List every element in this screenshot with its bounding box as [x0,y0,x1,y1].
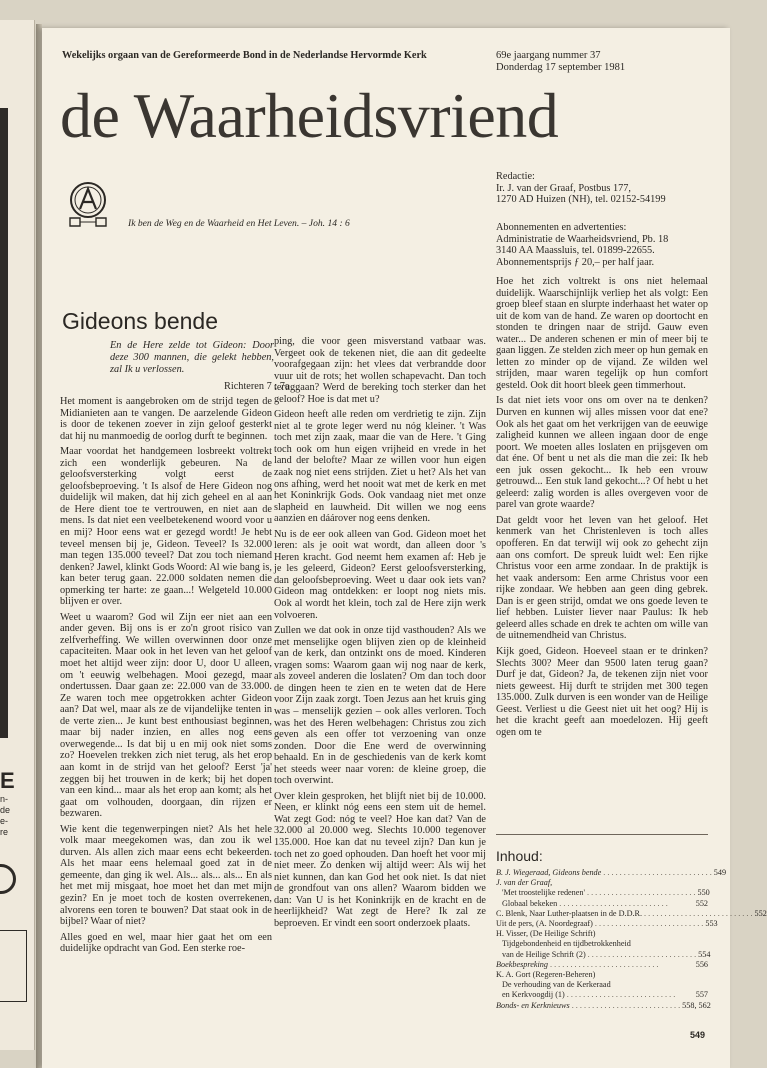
paragraph: Is dat niet iets voor ons om over na te denken? Durven en kunnen wij alles missen voor dat ene? Ook als het gaat om het verkrijgen van de eeuwige zaligheid kunnen we alleen ingaan door de enge poort. We moeten alles loslaten en prijsgeven om dat éne. Of bent u net als die man die zei: Ik heb een juk ossen gekocht... Ik heb een vrouw getrouwd... Een stuk land gekocht...? Of hebt u het geleerd: zalig worden is alles overgeven voor de parel van grote waarde? [496,395,708,511]
paragraph: Zullen we dat ook in onze tijd vasthouden? Als we met menselijke ogen blijven zien op de kleinheid van de kerk, dan ontzinkt ons de moed. Kinderen vragen soms: Waarom gaan wij nog naar de kerk, als zoveel anderen die loslaten? Om dan toch door de dingen heen te zien en te weten dat de Here voor Zijn zaak zorgt. Toen Jezus aan het kruis ging was – menselijk gezien – ook alles verloren. Toch was het des Heren welbehagen: Christus zou zich geven als een offer tot verzoening van onze zonden. Door die Ene werd de overwinning behaald. En in de geschiedenis van de kerk komt het steeds weer naar voren: de kleine groep, die toch overwint. [274,625,486,787]
paragraph: Over klein gesproken, het blijft niet bij de 10.000. Neen, er klinkt nóg eens een stem uit de hemel. Wat zegt God: nóg te veel? Hoe kan dat? Van de 32.000 al 20.000 weg. Slechts 10.000 tegenover 135.000. Hoe kan dat nu teveel zijn? Dan kun je toch net zo goed ophouden. Dan hoeft het voor mij niet meer. Zo denken wij altijd weer: Als wij het niet kunnen, dan kan God het ook niet. Is dat niet de grondfout van ons allen? Waarom bidden we dan: Van U is het Koninkrijk en de kracht en de heerlijkheid? Wat zegt de Here? Ik zal ze beproeven. Er vindt een soort onderzoek plaats. [274,790,486,929]
article-title: Gideons bende [62,308,219,334]
toc-item-text: H. Visser, (De Heilige Schrift) [496,929,596,939]
toc-item-text: K. A. Gort (Regeren-Beheren) [496,970,596,980]
toc-item[interactable] [496,868,727,878]
toc-leader: . . . . . . . . . . . . . . . . . . . . . . . . . . . [594,919,704,929]
toc-title: Inhoud: [496,848,543,864]
toc-item-text: Boekbespreking [496,959,548,969]
toc-item-text: Bonds- en Kerknieuws [496,1000,570,1010]
scripture-reference: Richteren 7 : 7a [224,381,290,392]
article-column-3 [496,276,708,806]
toc-item-text: J. van der Graaf, [496,878,553,888]
subscriptions-block [496,222,668,268]
motto: Ik ben de Weg en de Waarheid en Het Leven. – Joh. 14 : 6 [128,218,350,229]
paragraph: Nu is de eer ook alleen van God. Gideon moet het leren: als je ooit wat wordt, dan alleen door 's Heren kracht. God neemt hem examen af: Heb je je les geleerd, Gideon? Eerst geloofsversterking, dan geloofsbeproeving. Weet u daar ook iets van? Gideon mag ontdekken: er loopt nog niets mis. Ook al wordt het klein, toch zal de Here zijn werk volvoeren. [274,528,486,621]
previous-page-fragment: e- [0,816,9,826]
scripture-quote: En de Here zelde tot Gideon: Door deze 300 mannen, die gelekt hebben, zal Ik u verlossen. [110,340,274,375]
paragraph: Alles goed en wel, maar hier gaat het om een duidelijke opdracht van God. Een sterke roe- [60,931,272,955]
issue-number: 69e jaargang nummer 37 [496,50,601,61]
previous-page-edge [0,20,35,1050]
paragraph: Hoe het zich voltrekt is ons niet helemaal duidelijk. Waarschijnlijk verliep het als volgt: Een groep bleef staan en slurpte inderhaast het water op uit de kom van de hand. Ze waren op doortocht en stonden te dringen naar de strijd. Gauw even water... De anderen schenen er min of meer bij te gaan liggen. Ze stelden zich meer op hun gemak en letten zo minder op de vijand. Ze wilden wel strijden, maar waren tegelijk op hun comfort gesteld. Ook dit hoort bleek geen timmerhout. [496,276,708,391]
toc-leader: . . . . . . . . . . . . . . . . . . . . . . . . . . . [566,990,676,1000]
toc-leader: . . . . . . . . . . . . . . . . . . . . . . . . . . . [587,949,697,959]
toc-item [496,929,708,939]
issue-date: Donderdag 17 september 1981 [496,62,626,73]
divider [496,834,708,835]
toc-item [496,980,708,990]
toc-item-page: 553 [705,919,718,929]
subscriptions-line: Administratie de Waarheidsvriend, Pb. 18 [496,233,669,245]
toc-item [496,939,708,949]
previous-page-black-bar [0,108,8,738]
toc-item-page: 549 [713,868,727,877]
toc-leader: . . . . . . . . . . . . . . . . . . . . . . . . . . . [571,1000,681,1010]
toc-item[interactable] [496,908,767,919]
paragraph: Weet u waarom? God wil Zijn eer niet aan een ander geven. Bij ons is er zo'n groot risico van zelfverheffing. We willen overwinnen door onze capaciteiten. Maar ook in het leven van het geloof moet het altijd weer zijn: door U, door U alleen, om 't eeuwig welbehagen. Mooi gezegd, maar ondertussen. Daar gaan ze: 22.000 van de 33.000. Ze waren toch mee opgetrokken achter Gideon aan? Dat wel, maar als ze de vijandelijke tenten in de verte zien... Je kunt best enthousiast beginnen, maar bij nader inzien, en alles nog eens overwegende... Is dat bij u en mij ook niet soms zo? Hoevelen trekken zich niet terug, als het erop aan komt in de strijd van het geloof? Eerst 'ja' zeggen bij het trouwen in de kerk; bij het dopen van een kind... maar als het erop aan komt; als het gaat om volhouden, doorgaan, din rijzen er bezwaren. [60,611,272,820]
toc-item[interactable] [496,899,708,909]
toc-item-text: en Kerkvoogdij (1) [502,990,565,1000]
toc-item-page: 550 [697,888,710,898]
article-column-1 [60,396,272,1036]
paragraph: Wie kent die tegenwerpingen niet? Als het hele volk maar meegekomen was, dan zou ik wel durven. Als allen zich maar eens echt bekeerden. Als het maar eens helemaal goed zat in de gemeente, dan ging ik wel. Als... als... als... En als het met mij misgaat, hoe moet het dan met mijn gezin? En je moet toch de kosten overrekenen, alvorens een toren te bouwen? Dat staat ook in de bijbel? Waar of niet? [60,823,272,928]
previous-page-fragment: de [0,805,11,815]
toc-item-text: Uit de pers, (A. Noordegraaf) [496,919,593,929]
previous-page-fragment: re [0,827,9,837]
article-column-2 [274,336,486,1042]
toc-item-page: 556 [695,959,708,969]
toc-item-text: De verhouding van de Kerkeraad [502,980,611,990]
paragraph: Maar voordat het handgemeen losbreekt voltrekt zich een wonderlijk gebeuren. Na de geloofsversterking volgt eerst de geloofsbeproeving. 't Is alsof de Here Gideon nog duidelijk wil maken, dat hij zich geheel en al aan de Here dient toe te vertrouwen, en niet aan de mens. Is dat niet een veelbetekenend woord voor u en mij? Hoor eens wat er gezegd wordt! Je hebt teveel mensen bij je, Gideon. Teveel? Is 32.000 man tegen 135.000 teveel? Dat zou toch niemand denken? Jawel, klinkt Gods Woord: Al wie bang is, kan beter terug gaan. 22.000 soldaten nemen die opmerking ter harte: ze gaan...! Welgeteld 10.000 blijven er over. [60,446,272,608]
toc-item-text: van de Heilige Schrift (2) [502,949,586,959]
paragraph: Het moment is aangebroken om de strijd tegen de Midianieten aan te vangen. De aarzelende Gideon is door de tekenen zoever in zijn geloof gesterkt dat hij nu manmoedig de oorlog durft te beginnen. [60,396,272,442]
toc-item-page: 552 [754,908,767,918]
page-number: 549 [690,1030,706,1040]
toc-item-text: Globaal bekeken [502,898,558,908]
alpha-omega-logo-icon [66,180,110,230]
toc-leader: . . . . . . . . . . . . . . . . . . . . . . . . . . . [549,959,659,969]
toc-item-page: 552 [695,898,708,908]
issue-info [496,50,625,74]
toc-item-page: 558, 562 [682,1000,711,1010]
toc-item-page: 554 [698,949,711,959]
previous-page-letter: E [0,768,15,793]
subscriptions-line: 3140 AA Maassluis, tel. 01899-22655. [496,245,655,256]
paragraph: ping, die voor geen misverstand vatbaar was. Vergeet ook de tekenen niet, die aan dit gedeelte voorafgegaan zijn: het vlees dat verbrandde door vuur uit de rots; het wollen schapevacht. Dan toch teruggaan? Werd de bereking toch sterker dan het geloof? Hoe is dat met u? [274,336,486,405]
toc-item-text: C. Blenk, Naar Luther-plaatsen in de D.D.R. [496,908,643,918]
toc-item [496,970,708,980]
toc-leader: . . . . . . . . . . . . . . . . . . . . . . . . . . . [603,868,712,877]
redactie-block [496,171,666,206]
newspaper-page [42,28,767,1068]
toc-item[interactable] [496,960,708,970]
toc-leader: . . . . . . . . . . . . . . . . . . . . . . . . . . . [586,888,696,898]
toc-item-text: Tijdgebondenheid en tijdbetrokkenheid [502,939,631,949]
previous-page-circle [0,864,16,894]
toc-item[interactable] [496,1000,711,1011]
toc-leader: . . . . . . . . . . . . . . . . . . . . . . . . . . . [559,898,668,908]
redactie-label: Redactie: [496,171,535,182]
organ-line: Wekelijks orgaan van de Gereformeerde Bond in de Nederlandse Hervormde Kerk [62,50,427,61]
redactie-line: Ir. J. van der Graaf, Postbus 177, [496,182,631,194]
redactie-line: 1270 AD Huizen (NH), tel. 02152-54199 [496,194,666,205]
toc-item[interactable] [496,888,708,898]
toc-item-page: 557 [695,990,708,1000]
paragraph: Dat geldt voor het leven van het geloof. Het kenmerk van het Christenleven is toch alles opofferen. En dat terwijl wij ook zo gehecht zijn aan ons comfort. De spreuk luidt wel: Een rijke Christus voor een arme zondaar. In de praktijk is het vaak andersom: Een arme Christus voor een rijke zondaar. We hebben aan geen ding gebrek. Dan is er geen strijd, omdat we ons goede leven te lief hebben. Luister liever naar Paulus: Ik heb geleerd alles schade en drek te achten om wille van de uitnemendheid van Christus. [496,514,708,642]
toc-leader: . . . . . . . . . . . . . . . . . . . . . . . . . . . [644,908,753,918]
paragraph: Kijk goed, Gideon. Hoeveel staan er te drinken? Slechts 300? Meer dan 9500 laten terug gaan? Durf je dat, Gideon? Ja, de tekenen zijn niet voor niets geweest. Hij durft te strijden met 300 tegen 135.000. Zulk durven is een wonder van de Heilige Geest. Verliest u die Geest niet uit het oog? Hij is het die kracht geeft aan moedelozen. Hij geeft ogen om te [496,645,708,738]
toc-item [496,878,708,888]
subscriptions-line: Abonnementen en advertenties: [496,222,627,233]
masthead-title: de Waarheidsvriend [60,80,559,151]
toc-item[interactable] [496,990,708,1000]
table-of-contents [496,868,767,1011]
paragraph: Gideon heeft alle reden om verdrietig te zijn. Zijn niet al te grote leger werd nu nóg kleiner. 't Was toch met zijn zaak, maar die van de Here. 't Ging toch ook om hun eigen vrijheid en vrede in het land der belofte? Maar ze willen voor hun eigen zaak nog niet eens strijden. Ziet u het? Als het van ons afhing, werd het nooit wat met de kerk en met het Koninkrijk Gods. Ook vandaag niet met onze slapheid en lauwheid. Dit willen we nog eens aanzien en dáárover nog eens denken. [274,409,486,525]
toc-item-text: 'Met troostelijke redenen' [502,888,585,898]
toc-item-text: B. J. Wiegeraad, Gideons bende [496,868,602,877]
toc-item[interactable] [496,919,718,929]
previous-page-box [0,930,27,1002]
toc-item[interactable] [496,949,711,960]
previous-page-fragment: n- [0,794,9,804]
subscriptions-line: Abonnementsprijs ƒ 20,– per half jaar. [496,256,655,268]
